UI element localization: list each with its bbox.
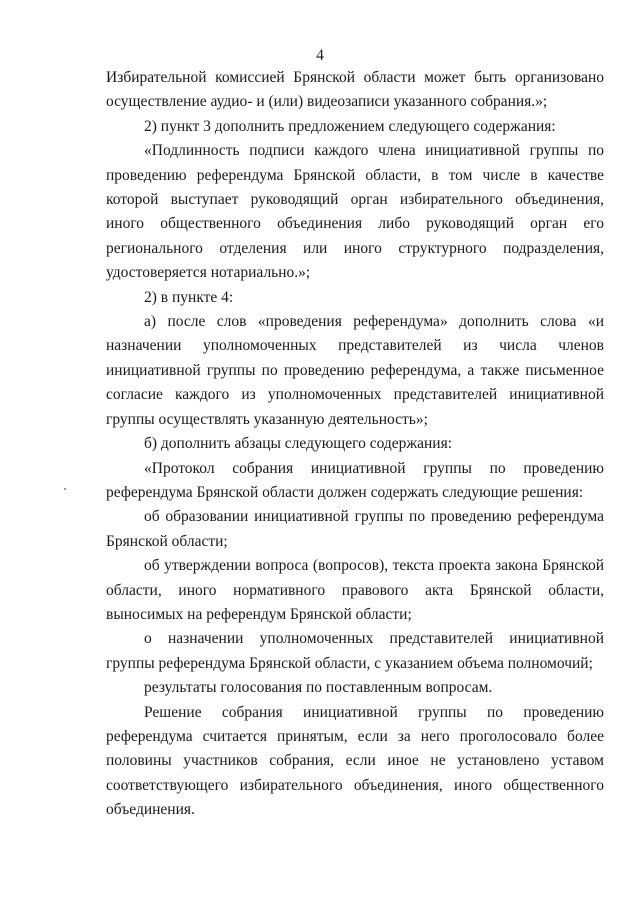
paragraph-decision-adopted: Решение собрания инициативной группы по проведению референдума считается принятым, если за него проголосовало более половины участников собрания, если иное не установлено уставом соответствующего избирательного объединения, иного общественного объединения. — [106, 703, 604, 819]
scan-speck — [64, 488, 66, 490]
paragraph-decision-approval: об утверждении вопроса (вопросов), текста проекта закона Брянской области, иного нормативного правового акта Брянской области, выносимых на референдум Брянской области; — [106, 557, 604, 623]
paragraph-subitem-b: б) дополнить абзацы следующего содержания: — [144, 435, 453, 453]
paragraph-item-2-point-3: 2) пункт 3 дополнить предложением следующего содержания: — [144, 117, 556, 135]
paragraph-decision-formation: об образовании инициативной группы по проведению референдума Брянской области; — [106, 508, 604, 550]
paragraph-continuation: Избирательной комиссией Брянской области может быть организовано осуществление аудио- и (или) видеозаписи указанного собрания.»; — [106, 69, 604, 111]
document-body — [106, 66, 604, 823]
page-number: 4 — [316, 47, 324, 64]
paragraph-quote-protocol: «Протокол собрания инициативной группы по проведению референдума Брянской области должен содержать следующие решения: — [106, 459, 604, 501]
paragraph-decision-representatives: о назначении уполномоченных представителей инициативной группы референдума Брянской области, с указанием объема полномочий; — [106, 630, 604, 672]
paragraph-subitem-a: а) после слов «проведения референдума» дополнить слова «и назначении уполномоченных представителей из числа членов инициативной группы по проведению референдума, а также письменное согласие каждого из уполномоченных представителей инициативной группы осуществлять указанную деятельность»; — [106, 313, 604, 428]
paragraph-item-2-point-4: 2) в пункте 4: — [144, 288, 234, 306]
paragraph-quote-authenticity: «Подлинность подписи каждого члена инициативной группы по проведению референдума Брянской области, в том числе в качестве которой выступает руководящий орган избирательного объединения, иного общественного объединения либо руководящий орган его регионального отделения или иного структурного подразделения, удостоверяется нотариально.»; — [106, 142, 604, 282]
paragraph-voting-results: результаты голосования по поставленным вопросам. — [144, 679, 493, 697]
